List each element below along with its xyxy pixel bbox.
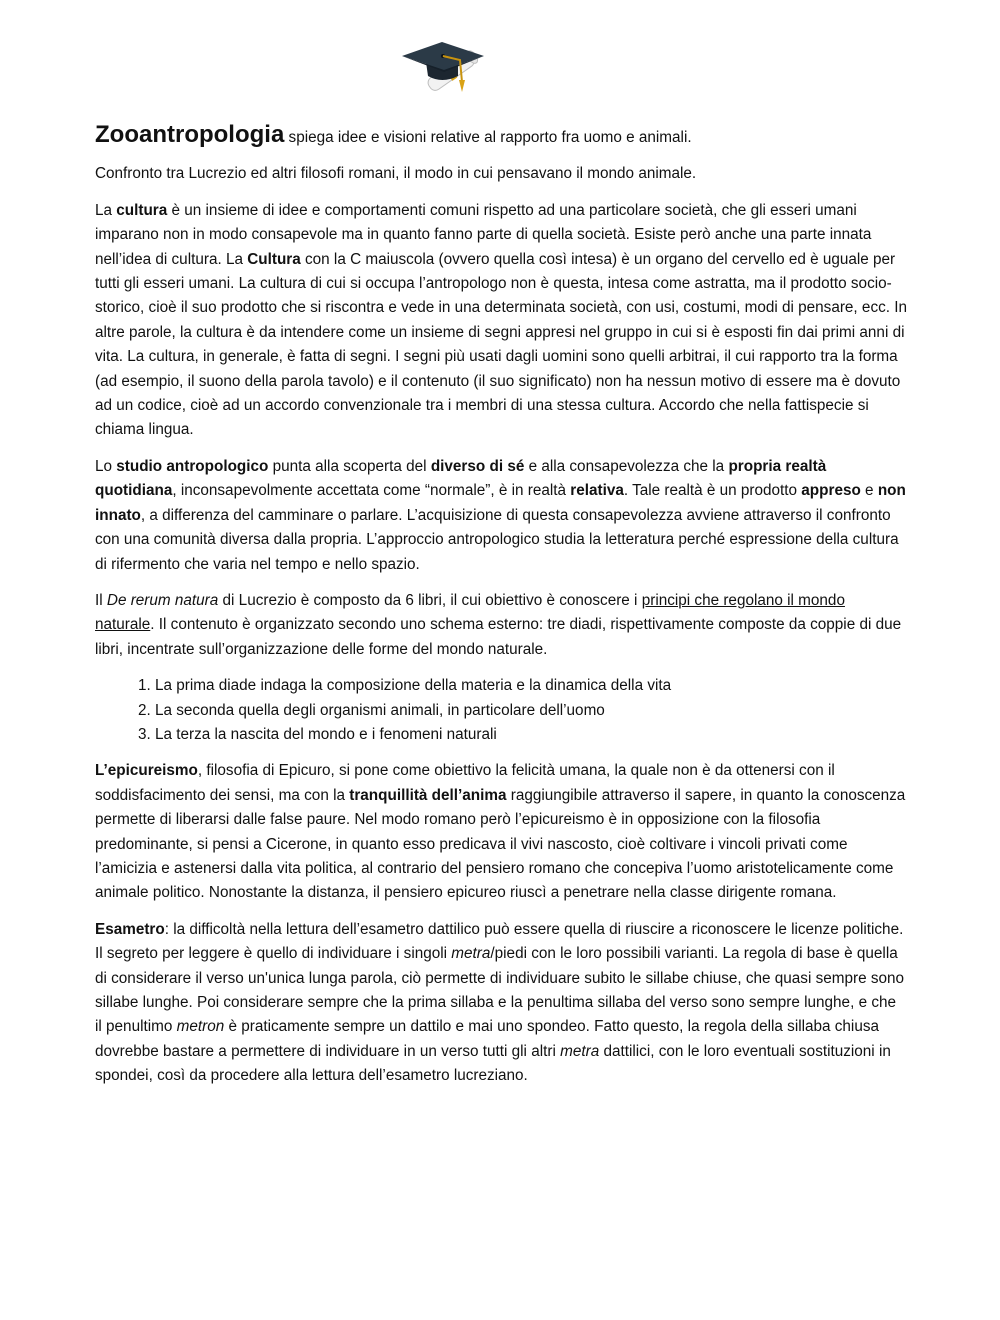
bold-term: non innato — [95, 482, 906, 524]
bold-term: relativa — [570, 482, 624, 500]
bold-term: propria realtà quotidiana — [95, 457, 827, 500]
text-run: /piedi con le loro possibili varianti. La regola di base è quella di considerare il verso un'unica lunga parola, ciò permette di individuare subito le sillabe chiuse, che quasi sempre sono sillabe lunghe. Poi considerare sempre che la prima sillaba e la penultima sillaba del verso sono sempre lunghe, e che il penultimo — [95, 945, 905, 1036]
text-run: Il — [95, 591, 107, 609]
bold-term: studio antropologico — [116, 457, 269, 475]
paragraph-de-rerum-natura — [95, 589, 907, 662]
list-item: 2. La seconda quella degli organismi animali, in particolare dell’uomo — [155, 699, 907, 723]
document-body — [95, 120, 907, 1101]
paragraph-studio-antropologico — [95, 455, 907, 577]
bold-term: diverso di sé — [430, 457, 525, 475]
bold-term: appreso — [801, 482, 861, 500]
text-run: , filosofia di Epicuro, si pone come obiettivo la felicità umana, la quale non è da ottenersi con il soddisfacimento dei sensi, ma con la — [95, 762, 835, 804]
underlined-phrase: principi che regolano il mondo naturale — [95, 591, 845, 634]
title-subtitle: spiega idee e visioni relative al rapporto fra uomo e animali. — [284, 129, 692, 146]
bold-term: cultura — [116, 201, 168, 219]
text-run: . Tale realtà è un prodotto — [623, 482, 802, 500]
paragraph-cultura — [95, 199, 907, 443]
text-run: dattilici, con le loro eventuali sostituzioni in spondei, così da procedere alla lettura dell’esametro lucreziano. — [95, 1042, 891, 1085]
text-run: La — [95, 201, 117, 219]
text-run: , a differenza del camminare o parlare. L’acquisizione di questa consapevolezza avviene attraverso il confronto con una comunità diversa dalla propria. L’approccio antropologico studia la letteratura perché espressione della cultura di rifermento che varia nel tempo e nello spazio. — [95, 506, 899, 573]
text-run: , inconsapevolmente accettata come “normale”, è in realtà — [172, 482, 571, 500]
text-run: : la difficoltà nella lettura dell’esametro dattilico può essere quella di riuscire a riconoscere le licenze politiche. Il segreto per leggere è quello di individuare i singoli — [95, 920, 904, 963]
paragraph-esametro — [95, 918, 907, 1089]
bold-term: Cultura — [247, 250, 301, 268]
text-run: Lo — [95, 457, 117, 475]
list-item: 3. La terza la nascita del mondo e i fenomeni naturali — [155, 723, 907, 747]
italic-term: metron — [176, 1018, 225, 1036]
bold-term: Esametro — [95, 920, 165, 938]
text-run: è praticamente sempre un dattilo e mai uno spondeo. Fatto questo, la regola della sillaba chiusa dovrebbe bastare a permettere di individuare in un verso tutti gli altri — [95, 1018, 879, 1060]
bold-term: tranquillità dell’anima — [349, 786, 507, 804]
italic-term: metra — [451, 945, 491, 963]
italic-title: De rerum natura — [106, 591, 219, 609]
list-item: 1. La prima diade indaga la composizione della materia e la dinamica della vita — [155, 674, 907, 698]
paragraph-intro: Confronto tra Lucrezio ed altri filosofi romani, il modo in cui pensavano il mondo animale. — [95, 165, 697, 183]
text-run: di Lucrezio è composto da 6 libri, il cui obiettivo è conoscere i — [218, 591, 642, 609]
heading-paragraph — [95, 120, 907, 150]
text-run: punta alla scoperta del — [268, 457, 431, 475]
graduation-cap-diploma-icon — [398, 36, 488, 98]
italic-term: metra — [560, 1042, 600, 1060]
paragraph-epicureismo — [95, 759, 907, 905]
text-run: . Il contenuto è organizzato secondo uno schema esterno: tre diadi, rispettivamente composte da coppie di due libri, incentrate sull’organizzazione delle forme del mondo naturale. — [95, 616, 902, 658]
document-title: Zooantropologia — [95, 121, 285, 148]
text-run: e — [860, 482, 878, 500]
bold-term: L’epicureismo — [95, 762, 198, 780]
text-run: raggiungibile attraverso il sapere, in quanto la conoscenza permette di liberarsi dalle false paure. Nel modo romano però l’epicureismo è in opposizione con la filosofia predominante, si pensi a Cicerone, in quanto esso predicava il vivi nascosto, cioè coltivare i vincoli privati come l’amicizia e astenersi dalla vita politica, al contrario del pensiero romano che concepiva l’uomo aristotelicamente come animale politico. Nonostante la distanza, il pensiero epicureo riuscì a penetrare nella classe dirigente romana. — [95, 786, 906, 902]
text-run: e alla consapevolezza che la — [524, 457, 729, 475]
text-run: è un insieme di idee e comportamenti comuni rispetto ad una particolare società, che gli esseri umani imparano non in modo consapevole ma in quanto fanno parte di quella società. Esiste però anche una parte innata nell’idea di cultura. La — [95, 201, 872, 268]
diadi-list — [95, 674, 907, 747]
text-run: con la C maiuscola (ovvero quella così intesa) è un organo del cervello ed è uguale per tutti gli esseri umani. La cultura di cui si occupa l’antropologo non è questa, intesa come astratta, ma il prodotto socio-storico, cioè il suo prodotto che si riscontra e vede in una determinata società, con usi, costumi, modi di pensare, ecc. In altre parole, la cultura è da intendere come un insieme di segni appresi nel gruppo in cui si è esposti fin dai primi anni di vita. La cultura, in generale, è fatta di segni. I segni più usati dagli uomini sono quelli arbitrai, il cui rapporto tra la forma (ad esempio, il suono della parola tavolo) e il contenuto (il suo significato) non ha nessun motivo di essere ma è dovuto ad un codice, cioè ad un accordo convenzionale tra i membri di una stessa cultura. Accordo che nella fattispecie si chiama lingua. — [95, 250, 907, 439]
